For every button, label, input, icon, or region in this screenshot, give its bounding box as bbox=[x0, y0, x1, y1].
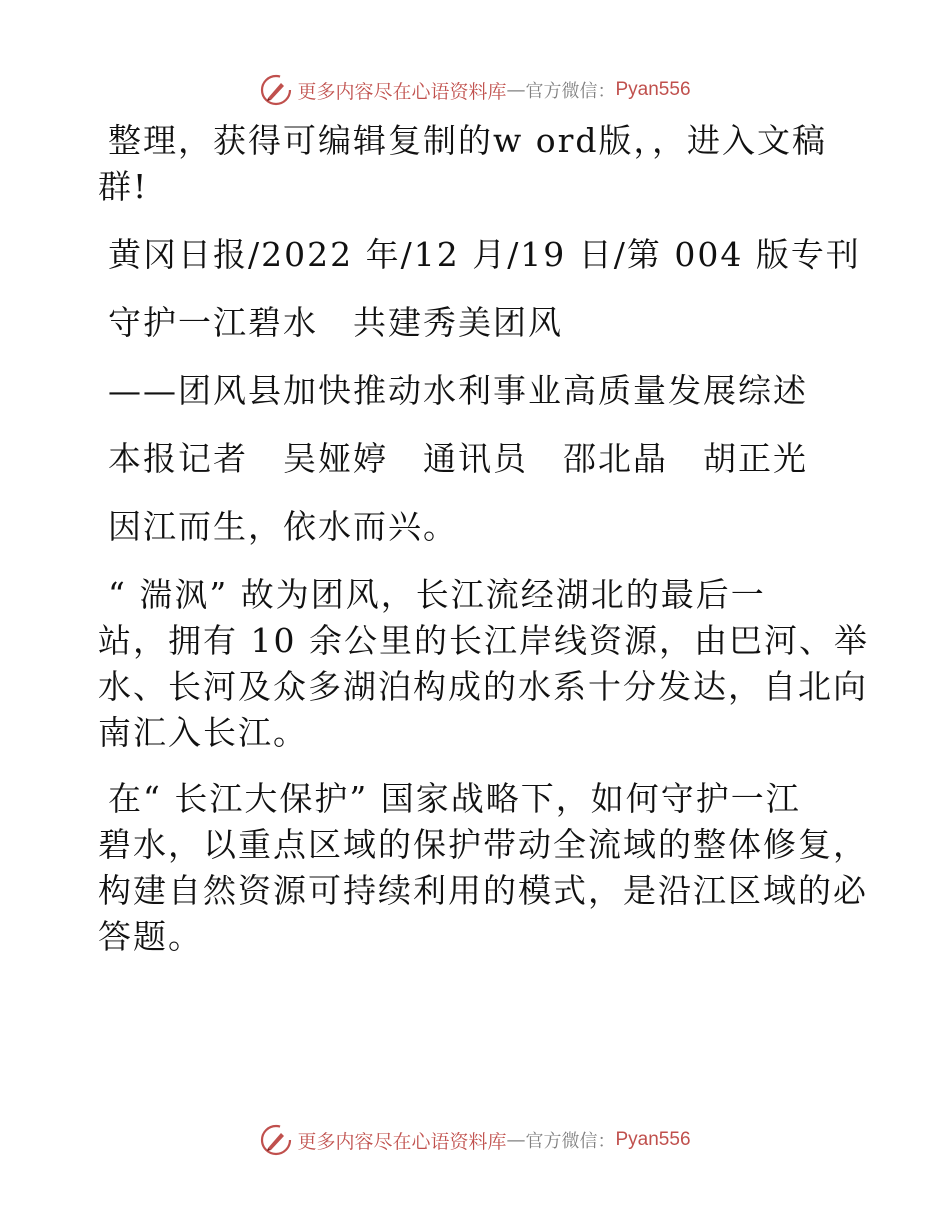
paragraph-intro bbox=[98, 118, 853, 210]
watermark-main-text: 更多内容尽在心语资料库 bbox=[297, 80, 507, 103]
text-line: 黄冈日报/2022 年/12 月/19 日/第 004 版专刊 bbox=[108, 235, 861, 274]
text-line: 整理，获得可编辑复制的w ord版，，进入文稿 bbox=[108, 121, 828, 160]
paragraph-body-1 bbox=[98, 572, 869, 756]
article-subtitle bbox=[98, 368, 853, 414]
watermark-main-text: 更多内容尽在心语资料库 bbox=[297, 1130, 507, 1153]
text-line: 站，拥有 10 余公里的长江岸线资源，由巴河、举 bbox=[98, 621, 869, 660]
watermark-account: Pyan556 bbox=[615, 1129, 691, 1150]
watermark-label: 官方微信： bbox=[525, 81, 616, 102]
header-watermark bbox=[0, 72, 950, 108]
paragraph-body-2 bbox=[98, 776, 868, 960]
text-line: ——团风县加快推动水利事业高质量发展综述 bbox=[108, 371, 808, 410]
watermark-account: Pyan556 bbox=[615, 79, 691, 100]
pen-logo-icon bbox=[259, 1123, 293, 1157]
watermark-separator: — bbox=[506, 1129, 526, 1151]
text-line: 因江而生，依水而兴。 bbox=[108, 507, 458, 546]
pen-logo-icon bbox=[259, 73, 293, 107]
article-byline bbox=[98, 436, 853, 482]
text-line: 碧水，以重点区域的保护带动全流域的整体修复， bbox=[98, 825, 868, 864]
text-line: 答题。 bbox=[98, 917, 203, 956]
document-body bbox=[98, 118, 869, 982]
watermark-label: 官方微信： bbox=[525, 1131, 616, 1152]
watermark-separator: — bbox=[506, 79, 526, 101]
text-line: 南汇入长江。 bbox=[98, 713, 308, 752]
text-line: 构建自然资源可持续利用的模式，是沿江区域的必 bbox=[98, 871, 868, 910]
text-line: 本报记者 吴娅婷 通讯员 邵北晶 胡正光 bbox=[108, 439, 808, 478]
text-line: “ 湍沨” 故为团风，长江流经湖北的最后一 bbox=[108, 575, 766, 614]
paragraph-source bbox=[98, 232, 861, 278]
text-line: 水、长河及众多湖泊构成的水系十分发达，自北向 bbox=[98, 667, 868, 706]
paragraph-lead bbox=[98, 504, 853, 550]
footer-watermark bbox=[0, 1122, 950, 1158]
text-line: 在“ 长江大保护” 国家战略下，如何守护一江 bbox=[108, 779, 801, 818]
article-title bbox=[98, 300, 853, 346]
text-line: 守护一江碧水 共建秀美团风 bbox=[108, 303, 563, 342]
text-line: 群! bbox=[98, 167, 149, 206]
